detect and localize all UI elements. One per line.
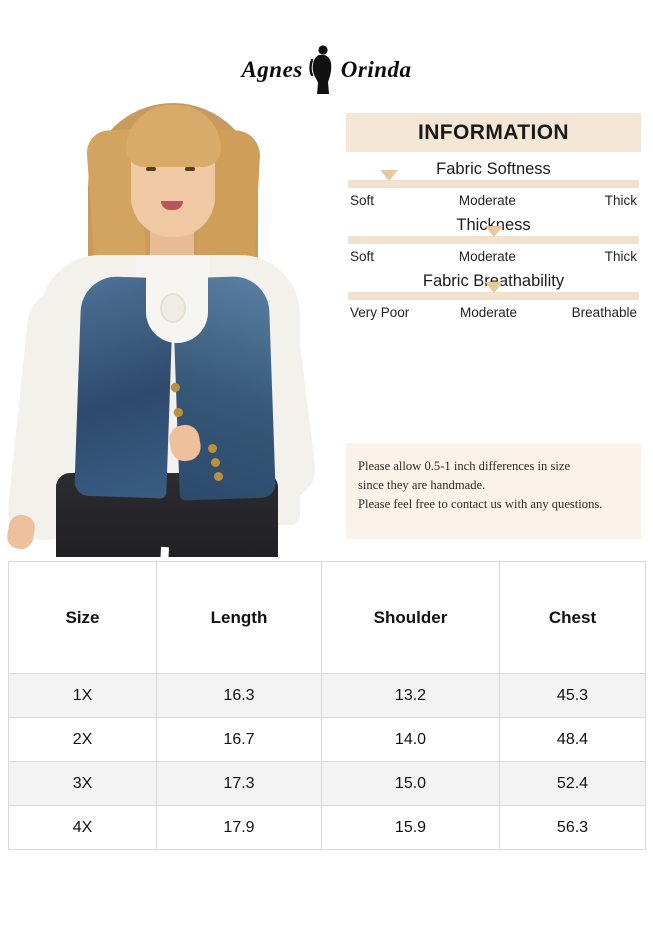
- cell-shoulder: 14.0: [322, 718, 500, 762]
- photo-vest-button: [171, 383, 180, 392]
- column-header-size: Size: [9, 562, 157, 674]
- cell-chest: 45.3: [500, 674, 646, 718]
- column-header-shoulder: Shoulder: [322, 562, 500, 674]
- cell-chest: 48.4: [500, 718, 646, 762]
- cell-size: 1X: [9, 674, 157, 718]
- information-title-bar: [346, 113, 641, 152]
- metric-scale-low: Soft: [350, 249, 375, 264]
- cell-shoulder: 13.2: [322, 674, 500, 718]
- metric-scale-mid: Moderate: [459, 305, 517, 320]
- cell-length: 17.9: [157, 806, 322, 850]
- metric-fabric-breathability: [342, 270, 645, 320]
- metric-scale: [350, 193, 637, 208]
- metric-label: Fabric Softness: [436, 160, 551, 178]
- metric-bar: [348, 180, 639, 188]
- metric-label: Thickness: [456, 216, 531, 234]
- table-row: [9, 762, 646, 806]
- cell-shoulder: 15.0: [322, 762, 500, 806]
- cell-shoulder: 15.9: [322, 806, 500, 850]
- metric-scale-mid: Moderate: [458, 193, 516, 208]
- metric-scale-mid: Moderate: [458, 249, 516, 264]
- metric-scale-low: Very Poor: [350, 305, 410, 320]
- note-line-3: Please feel free to contact us with any questions.: [358, 497, 603, 512]
- photo-eye-left: [146, 167, 156, 171]
- brand-name-right: Orinda: [340, 57, 412, 82]
- metric-scale-high: Breathable: [571, 305, 637, 320]
- metric-bar: [348, 292, 639, 300]
- cell-size: 3X: [9, 762, 157, 806]
- table-row: [9, 718, 646, 762]
- photo-vest-button: [211, 458, 220, 467]
- photo-vest-button: [208, 444, 217, 453]
- metric-scale: [350, 305, 637, 320]
- metric-label: Fabric Breathability: [422, 272, 565, 290]
- metric-bar: [348, 236, 639, 244]
- table-row: [9, 674, 646, 718]
- photo-neck-tie: [160, 293, 186, 323]
- model-photo: [0, 95, 334, 557]
- metric-scale-high: Thick: [604, 249, 637, 264]
- table-row: [9, 806, 646, 850]
- brand-name-left: Agnes: [241, 57, 303, 82]
- cell-length: 16.3: [157, 674, 322, 718]
- photo-shorts-gap: [159, 547, 169, 557]
- metric-scale-high: Thick: [604, 193, 637, 208]
- metric-fabric-softness: [342, 158, 645, 208]
- cell-length: 17.3: [157, 762, 322, 806]
- metric-scale: [350, 249, 637, 264]
- cell-size: 2X: [9, 718, 157, 762]
- column-header-length: Length: [157, 562, 322, 674]
- metric-marker-icon: [380, 170, 398, 181]
- cell-chest: 56.3: [500, 806, 646, 850]
- size-note-box: [346, 443, 641, 539]
- table-header-row: [9, 562, 646, 674]
- photo-vest-button: [214, 472, 223, 481]
- product-info-section: [0, 95, 653, 557]
- metric-marker-icon: [485, 226, 503, 237]
- cell-size: 4X: [9, 806, 157, 850]
- photo-eye-right: [185, 167, 195, 171]
- woman-figure-icon: [309, 44, 335, 96]
- column-header-chest: Chest: [500, 562, 646, 674]
- metric-marker-icon: [485, 282, 503, 293]
- photo-vest-button: [174, 408, 183, 417]
- metric-scale-low: Soft: [350, 193, 375, 208]
- cell-chest: 52.4: [500, 762, 646, 806]
- cell-length: 16.7: [157, 718, 322, 762]
- note-line-2: since they are handmade.: [358, 478, 486, 493]
- information-panel: [334, 95, 653, 557]
- size-chart-table: [8, 561, 646, 850]
- metric-thickness: [342, 214, 645, 264]
- note-line-1: Please allow 0.5-1 inch differences in size: [358, 459, 571, 473]
- information-title: INFORMATION: [418, 120, 569, 144]
